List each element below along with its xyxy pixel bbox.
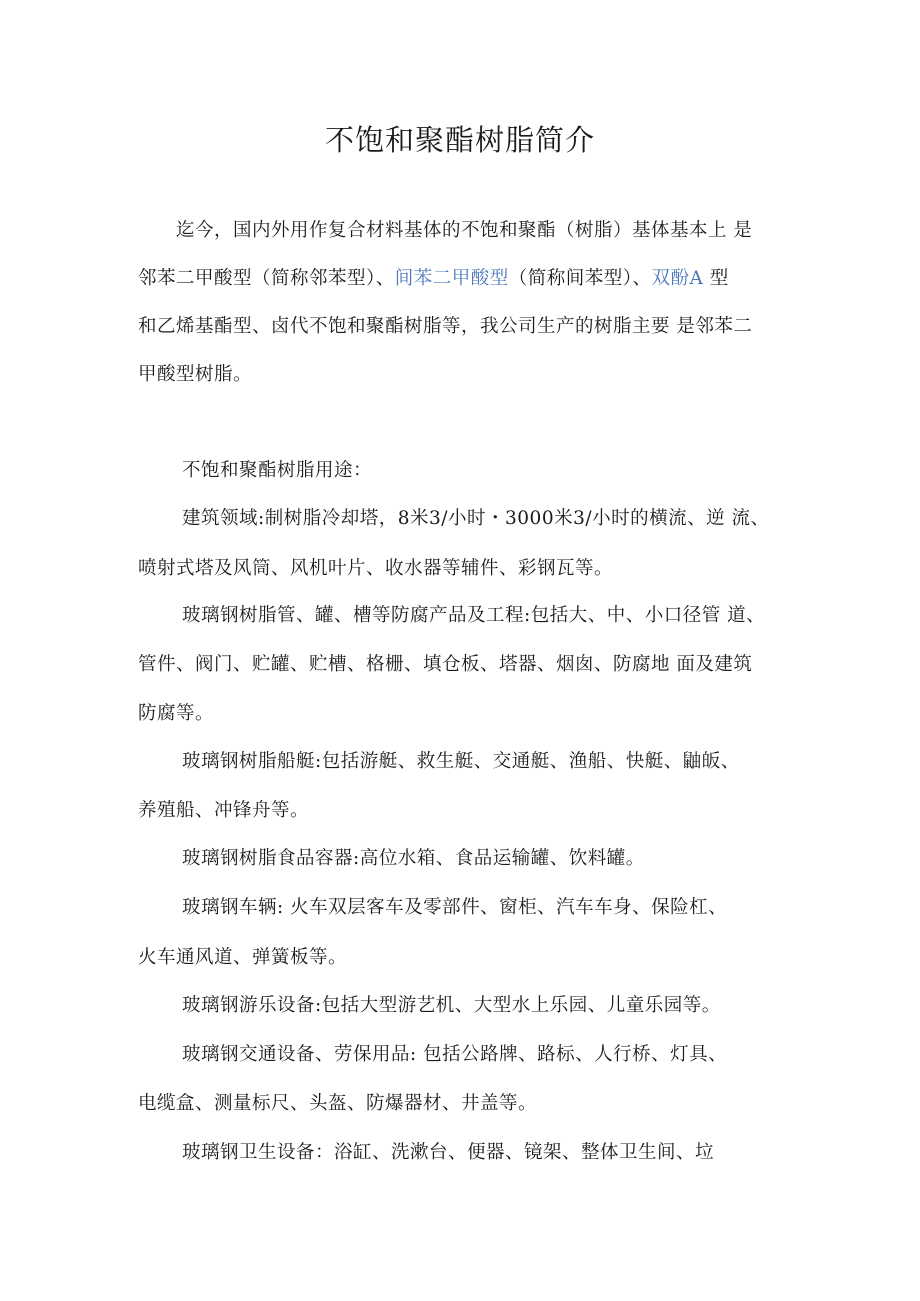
intro-line-1: 迄今，国内外用作复合材料基体的不饱和聚酯（树脂）基体基本上 是 [176, 220, 753, 241]
intro-line-2-text-c: 型 [703, 268, 729, 289]
use-item-line: 玻璃钢树脂管、罐、槽等防腐产品及工程:包括大、中、小口径管 道、 [182, 605, 766, 626]
use-item-line: 玻璃钢卫生设备：浴缸、洗漱台、便器、镜架、整体卫生间、垃 [182, 1142, 715, 1163]
uses-heading: 不饱和聚酯树脂用途： [182, 460, 373, 481]
intro-line-4: 甲酸型树脂。 [138, 364, 253, 385]
use-item-line: 喷射式塔及风筒、风机叶片、收水器等辅件、彩钢瓦等。 [138, 558, 614, 579]
use-item-line: 玻璃钢树脂船艇:包括游艇、救生艇、交通艇、渔船、快艇、鼬皈、 [182, 751, 740, 772]
link-isophthalic[interactable]: 间苯二甲酸型 [394, 268, 509, 289]
use-item-line: 管件、阀门、贮罐、贮槽、格栅、填仓板、塔器、烟囱、防腐地 面及建筑 [138, 654, 753, 675]
use-item-line: 玻璃钢车辆: 火车双层客车及零部件、窗柜、汽车车身、保险杠、 [182, 897, 728, 918]
use-item-line: 养殖船、冲锋舟等。 [138, 800, 310, 821]
use-item-line: 玻璃钢交通设备、劳保用品: 包括公路牌、路标、人行桥、灯具、 [182, 1044, 728, 1065]
intro-line-2-text-a: 邻苯二甲酸型（简称邻苯型）、 [138, 268, 395, 289]
intro-line-2-text-b: （简称间苯型）、 [508, 268, 652, 289]
use-item-line: 电缆盒、测量标尺、头盔、防爆器材、井盖等。 [138, 1093, 538, 1114]
intro-line-3: 和乙烯基酯型、卤代不饱和聚酯树脂等，我公司生产的树脂主要 是邻苯二 [138, 316, 753, 337]
intro-line-2 [138, 270, 729, 289]
use-item-line: 建筑领域:制树脂冷却塔，8米3/小时・3000米3/小时的横流、逆 流、 [182, 508, 770, 529]
use-item-line: 玻璃钢游乐设备:包括大型游艺机、大型水上乐园、儿童乐园等。 [182, 995, 721, 1016]
document-title: 不饱和聚酯树脂简介 [324, 123, 595, 157]
use-item-line: 防腐等。 [138, 703, 215, 724]
link-bisphenol-a[interactable]: 双酚A [651, 268, 704, 289]
use-item-line: 玻璃钢树脂食品容器:高位水箱、食品运输罐、饮料罐。 [182, 848, 645, 869]
use-item-line: 火车通风道、弹簧板等。 [138, 947, 348, 968]
